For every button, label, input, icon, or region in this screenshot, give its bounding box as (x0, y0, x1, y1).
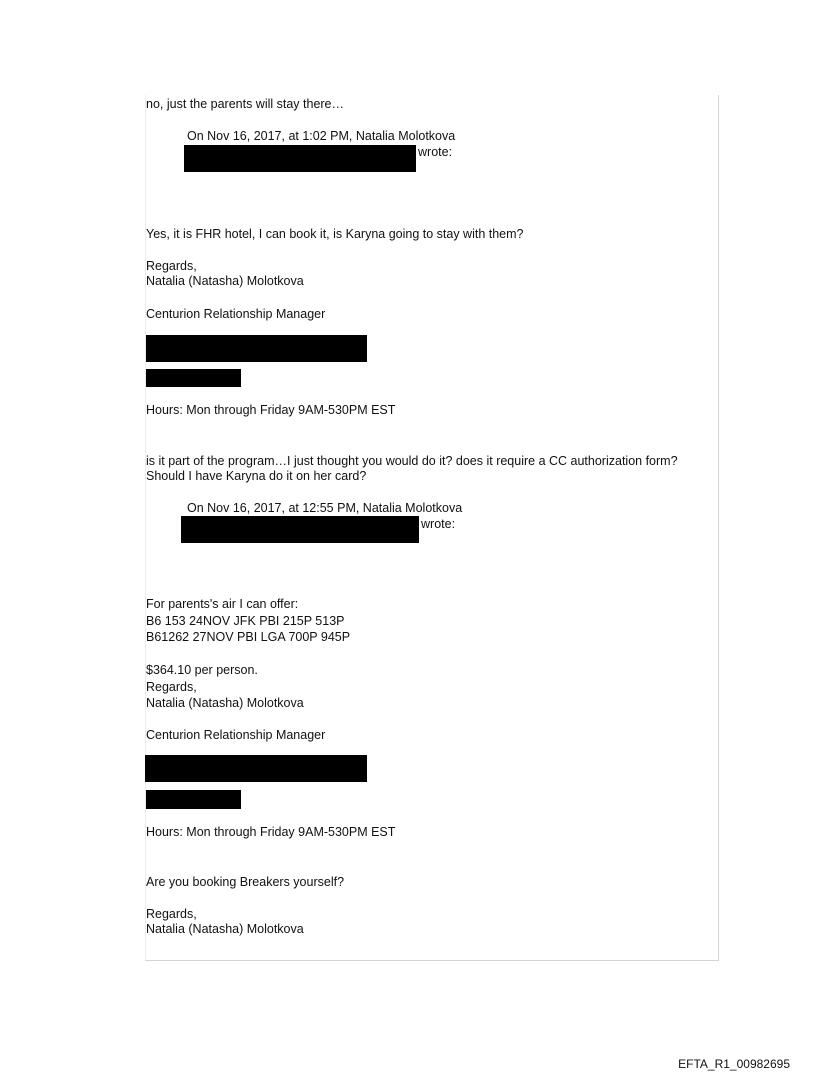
msg2-price: $364.10 per person. (146, 663, 258, 677)
redaction-block (181, 516, 419, 543)
document-id: EFTA_R1_00982695 (678, 1057, 790, 1071)
msg2-flight-2: B61262 27NOV PBI LGA 700P 945P (146, 630, 351, 644)
msg2-flight-1: B6 153 24NOV JFK PBI 215P 513P (146, 614, 345, 628)
msg3-body: Are you booking Breakers yourself? (146, 875, 345, 889)
quote2-wrote: wrote: (421, 517, 456, 531)
quote1-wrote: wrote: (418, 145, 453, 159)
msg2-signature-title: Centurion Relationship Manager (146, 728, 326, 742)
redaction-block (145, 755, 367, 782)
redaction-block (146, 790, 241, 809)
msg3-signature-name: Natalia (Natasha) Molotkova (146, 922, 304, 936)
redaction-block (184, 145, 416, 172)
quote2-header: On Nov 16, 2017, at 12:55 PM, Natalia Molotkova (187, 501, 463, 515)
msg1-regards: Regards, (146, 259, 197, 273)
msg1-signature-title: Centurion Relationship Manager (146, 307, 326, 321)
msg2-hours: Hours: Mon through Friday 9AM-530PM EST (146, 825, 396, 839)
msg2-intro: For parents's air I can offer: (146, 597, 299, 611)
reply-mid-text: is it part of the program…I just thought you would do it? does it require a CC authorization form? Should I have Karyna do it on her card? (146, 454, 678, 483)
reply-top-text: no, just the parents will stay there… (146, 97, 345, 111)
msg2-regards: Regards, (146, 680, 197, 694)
quote1-header: On Nov 16, 2017, at 1:02 PM, Natalia Molotkova (187, 129, 456, 143)
msg1-hours: Hours: Mon through Friday 9AM-530PM EST (146, 403, 396, 417)
redaction-block (146, 335, 367, 362)
msg2-signature-name: Natalia (Natasha) Molotkova (146, 696, 304, 710)
msg1-body: Yes, it is FHR hotel, I can book it, is Karyna going to stay with them? (146, 227, 524, 241)
msg1-signature-name: Natalia (Natasha) Molotkova (146, 274, 304, 288)
redaction-block (146, 369, 241, 387)
msg3-regards: Regards, (146, 907, 197, 921)
